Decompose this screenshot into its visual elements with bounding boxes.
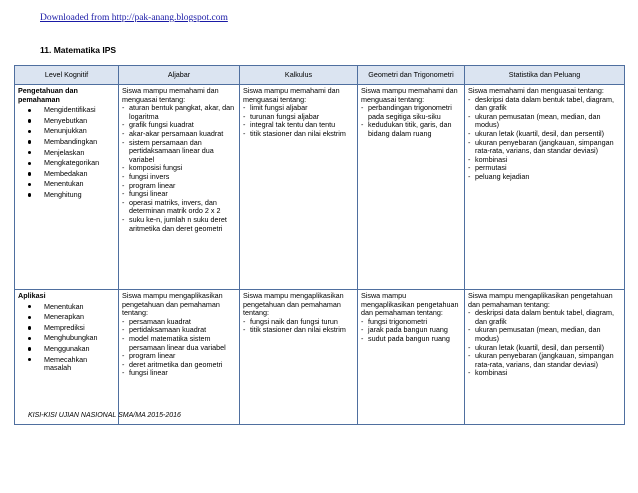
list-item: Menjelaskan	[18, 149, 115, 158]
cell-intro: Siswa mampu mengaplikasikan pengetahuan dan pemahaman tentang:	[122, 291, 223, 318]
level-title: Pengetahuan dan pemahaman	[18, 86, 78, 104]
document-footer: KISI-KISI UJIAN NASIONAL SMA/MA 2015-2016	[28, 412, 181, 419]
cell-intro: Siswa mampu memahami dan menguasai tentang:	[361, 86, 458, 104]
table-header-row	[15, 66, 625, 85]
level-title: Aplikasi	[18, 291, 46, 300]
list-item: Menghitung	[18, 191, 115, 200]
column-header: Aljabar	[119, 66, 240, 85]
list-item: - akar-akar persamaan kuadrat	[122, 130, 236, 139]
list-item: - fungsi trigonometri	[361, 318, 461, 327]
topic-list	[468, 96, 621, 182]
topic-list	[122, 318, 236, 378]
cell-intro: Siswa memahami dan menguasai tentang:	[468, 86, 604, 95]
list-item: - fungsi invers	[122, 173, 236, 182]
statistika-cell	[465, 290, 625, 425]
list-item: - jarak pada bangun ruang	[361, 326, 461, 335]
topic-list	[243, 318, 354, 335]
list-item: - grafik fungsi kuadrat	[122, 121, 236, 130]
topic-list	[361, 104, 461, 138]
list-item: - limit fungsi aljabar	[243, 104, 354, 113]
cell-intro: Siswa mampu mengaplikasikan pengetahuan dan pemahaman tentang:	[243, 291, 344, 318]
statistika-cell	[465, 85, 625, 290]
list-item: - persamaan kuadrat	[122, 318, 236, 327]
topic-list	[122, 104, 236, 233]
aljabar-cell	[119, 85, 240, 290]
list-item: - model matematika sistem persamaan linear dua variabel	[122, 335, 236, 352]
list-item: Memprediksi	[18, 324, 115, 333]
table-row	[15, 85, 625, 290]
list-item: - peluang kejadian	[468, 173, 621, 182]
list-item: - deskripsi data dalam bentuk tabel, diagram, dan grafik	[468, 96, 621, 113]
list-item: - program linear	[122, 352, 236, 361]
list-item: - titik stasioner dan nilai ekstrim	[243, 326, 354, 335]
list-item: - ukuran letak (kuartil, desil, dan persentil)	[468, 344, 621, 353]
list-item: Menentukan	[18, 303, 115, 312]
aljabar-cell	[119, 290, 240, 425]
list-item: Menyebutkan	[18, 117, 115, 126]
cell-intro: Siswa mampu memahami dan menguasai tentang:	[243, 86, 340, 104]
list-item: - kombinasi	[468, 369, 621, 378]
list-item: - sistem persamaan dan pertidaksamaan linear dua variabel	[122, 139, 236, 165]
column-header: Geometri dan Trigonometri	[358, 66, 465, 85]
list-item: - permutasi	[468, 164, 621, 173]
list-item: - komposisi fungsi	[122, 164, 236, 173]
list-item: - perbandingan trigonometri pada segitiga siku-siku	[361, 104, 461, 121]
list-item: - ukuran penyebaran (jangkauan, simpangan rata-rata, varians, dan standar deviasi)	[468, 139, 621, 156]
list-item: - aturan bentuk pangkat, akar, dan logaritma	[122, 104, 236, 121]
level-verb-list	[18, 106, 115, 199]
kisi-kisi-table	[14, 65, 625, 425]
list-item: - sudut pada bangun ruang	[361, 335, 461, 344]
list-item: - operasi matriks, invers, dan determinan matrik ordo 2 x 2	[122, 199, 236, 216]
list-item: - program linear	[122, 182, 236, 191]
geometri-cell	[358, 290, 465, 425]
list-item: - suku ke-n, jumlah n suku deret aritmetika dan deret geometri	[122, 216, 236, 233]
list-item: - fungsi linear	[122, 190, 236, 199]
list-item: Menghubungkan	[18, 334, 115, 343]
list-item: - ukuran pemusatan (mean, median, dan modus)	[468, 113, 621, 130]
cell-intro: Siswa mampu mengaplikasikan pengetahuan dan pemahaman tentang:	[361, 291, 459, 318]
column-header: Kalkulus	[240, 66, 358, 85]
list-item: - kedudukan titik, garis, dan bidang dalam ruang	[361, 121, 461, 138]
kalkulus-cell	[240, 85, 358, 290]
column-header: Statistika dan Peluang	[465, 66, 625, 85]
list-item: Menerapkan	[18, 313, 115, 322]
kalkulus-cell	[240, 290, 358, 425]
list-item: Menunjukkan	[18, 127, 115, 136]
table-row	[15, 290, 625, 425]
geometri-cell	[358, 85, 465, 290]
level-cell	[15, 290, 119, 425]
list-item: - integral tak tentu dan tentu	[243, 121, 354, 130]
topic-list	[361, 318, 461, 344]
source-link[interactable]: Downloaded from http://pak-anang.blogspot.com	[40, 13, 228, 23]
list-item: - ukuran pemusatan (mean, median, dan modus)	[468, 326, 621, 343]
list-item: Menggunakan	[18, 345, 115, 354]
list-item: Membandingkan	[18, 138, 115, 147]
section-title: 11. Matematika IPS	[40, 45, 117, 55]
list-item: - ukuran letak (kuartil, desil, dan persentil)	[468, 130, 621, 139]
list-item: - deret aritmetika dan geometri	[122, 361, 236, 370]
list-item: - turunan fungsi aljabar	[243, 113, 354, 122]
topic-list	[468, 309, 621, 378]
list-item: Mengkategorikan	[18, 159, 115, 168]
list-item: - titik stasioner dan nilai ekstrim	[243, 130, 354, 139]
list-item: - pertidaksamaan kuadrat	[122, 326, 236, 335]
topic-list	[243, 104, 354, 138]
list-item: Menentukan	[18, 180, 115, 189]
level-cell	[15, 85, 119, 290]
cell-intro: Siswa mampu memahami dan menguasai tentang:	[122, 86, 219, 104]
list-item: Memecahkan masalah	[18, 356, 115, 373]
list-item: - kombinasi	[468, 156, 621, 165]
list-item: - deskripsi data dalam bentuk tabel, diagram, dan grafik	[468, 309, 621, 326]
level-verb-list	[18, 303, 115, 373]
list-item: - fungsi linear	[122, 369, 236, 378]
list-item: - ukuran penyebaran (jangkauan, simpangan rata-rata, varians, dan standar deviasi)	[468, 352, 621, 369]
list-item: Mengidentifikasi	[18, 106, 115, 115]
cell-intro: Siswa mampu mengaplikasikan pengetahuan dan pemahaman tentang:	[468, 291, 613, 309]
column-header: Level Kognitif	[15, 66, 119, 85]
list-item: - fungsi naik dan fungsi turun	[243, 318, 354, 327]
list-item: Membedakan	[18, 170, 115, 179]
